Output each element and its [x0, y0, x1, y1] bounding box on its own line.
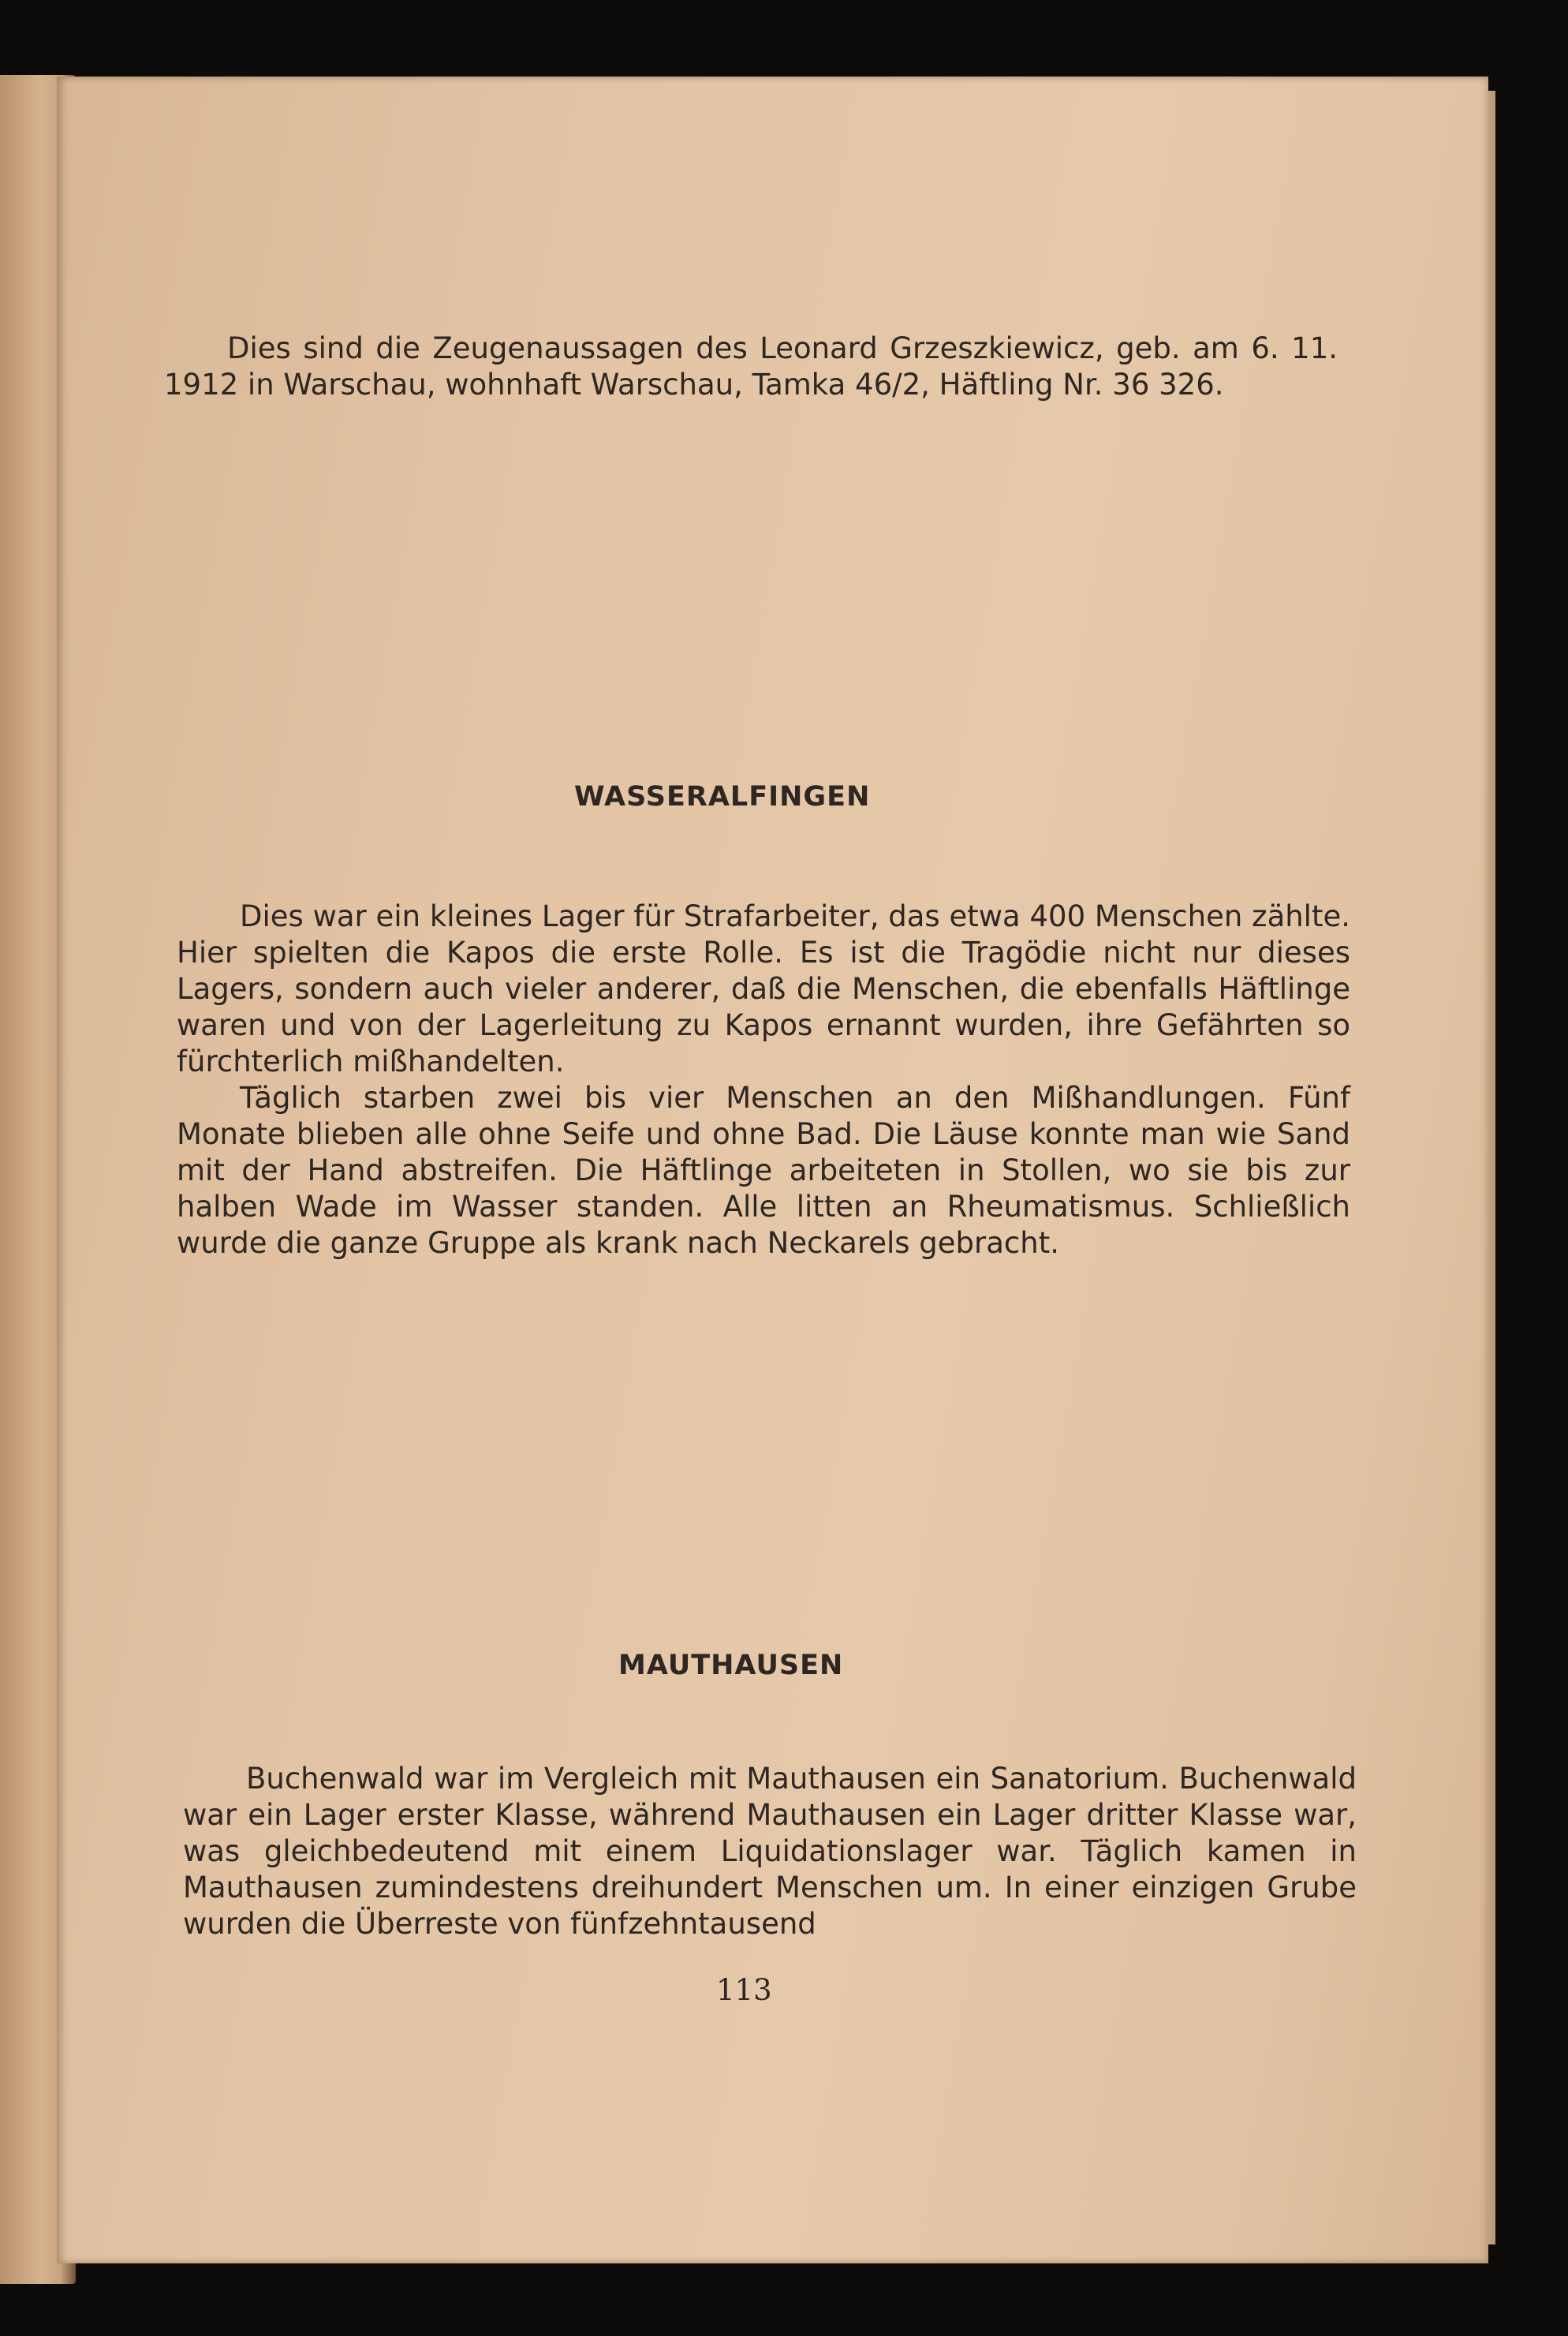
intro-paragraph: Dies sind die Zeugenaussagen des Leonard Grzeszkiewicz, geb. am 6. 11. 1912 in Warschau, wohnhaft Warschau, Tamka 46/2, Häftling Nr. 36 326.	[164, 331, 1338, 402]
section-heading-mauthausen: MAUTHAUSEN	[618, 1650, 844, 1681]
page-number: 113	[716, 1973, 772, 2007]
section-heading-wasseralfingen: WASSERALFINGEN	[574, 781, 871, 813]
wasseralfingen-paragraph-1: Dies war ein kleines Lager für Strafarbeiter, das etwa 400 Menschen zählte. Hier spielten die Kapos die erste Rolle. Es ist die Tragödie nicht nur dieses Lagers, sondern auch vieler anderer, daß die Menschen, die ebenfalls Häftlinge waren und von der Lagerleitung zu Kapos ernannt wurden, ihre Gefährten so fürchterlich mißhandelten.	[177, 899, 1350, 1078]
wasseralfingen-paragraph-2: Täglich starben zwei bis vier Menschen an den Mißhandlungen. Fünf Monate blieben alle ohne Seife und ohne Bad. Die Läuse konnte man wie Sand mit der Hand abstreifen. Die Häftlinge arbeiteten in Stollen, wo sie bis zur halben Wade im Wasser standen. Alle litten an Rheumatismus. Schließlich wurde die ganze Gruppe als krank nach Neckarels gebracht.	[177, 1081, 1350, 1260]
mauthausen-paragraph-1: Buchenwald war im Vergleich mit Mauthausen ein Sanatorium. Buchenwald war ein Lager erster Klasse, während Mauthausen ein Lager dritter Klasse war, was gleichbedeutend mit einem Liquidationslager war. Täglich kamen in Mauthausen zumindestens dreihundert Menschen um. In einer einzigen Grube wurden die Überreste von fünfzehntausend	[183, 1762, 1357, 1941]
book-page	[57, 77, 1488, 2263]
